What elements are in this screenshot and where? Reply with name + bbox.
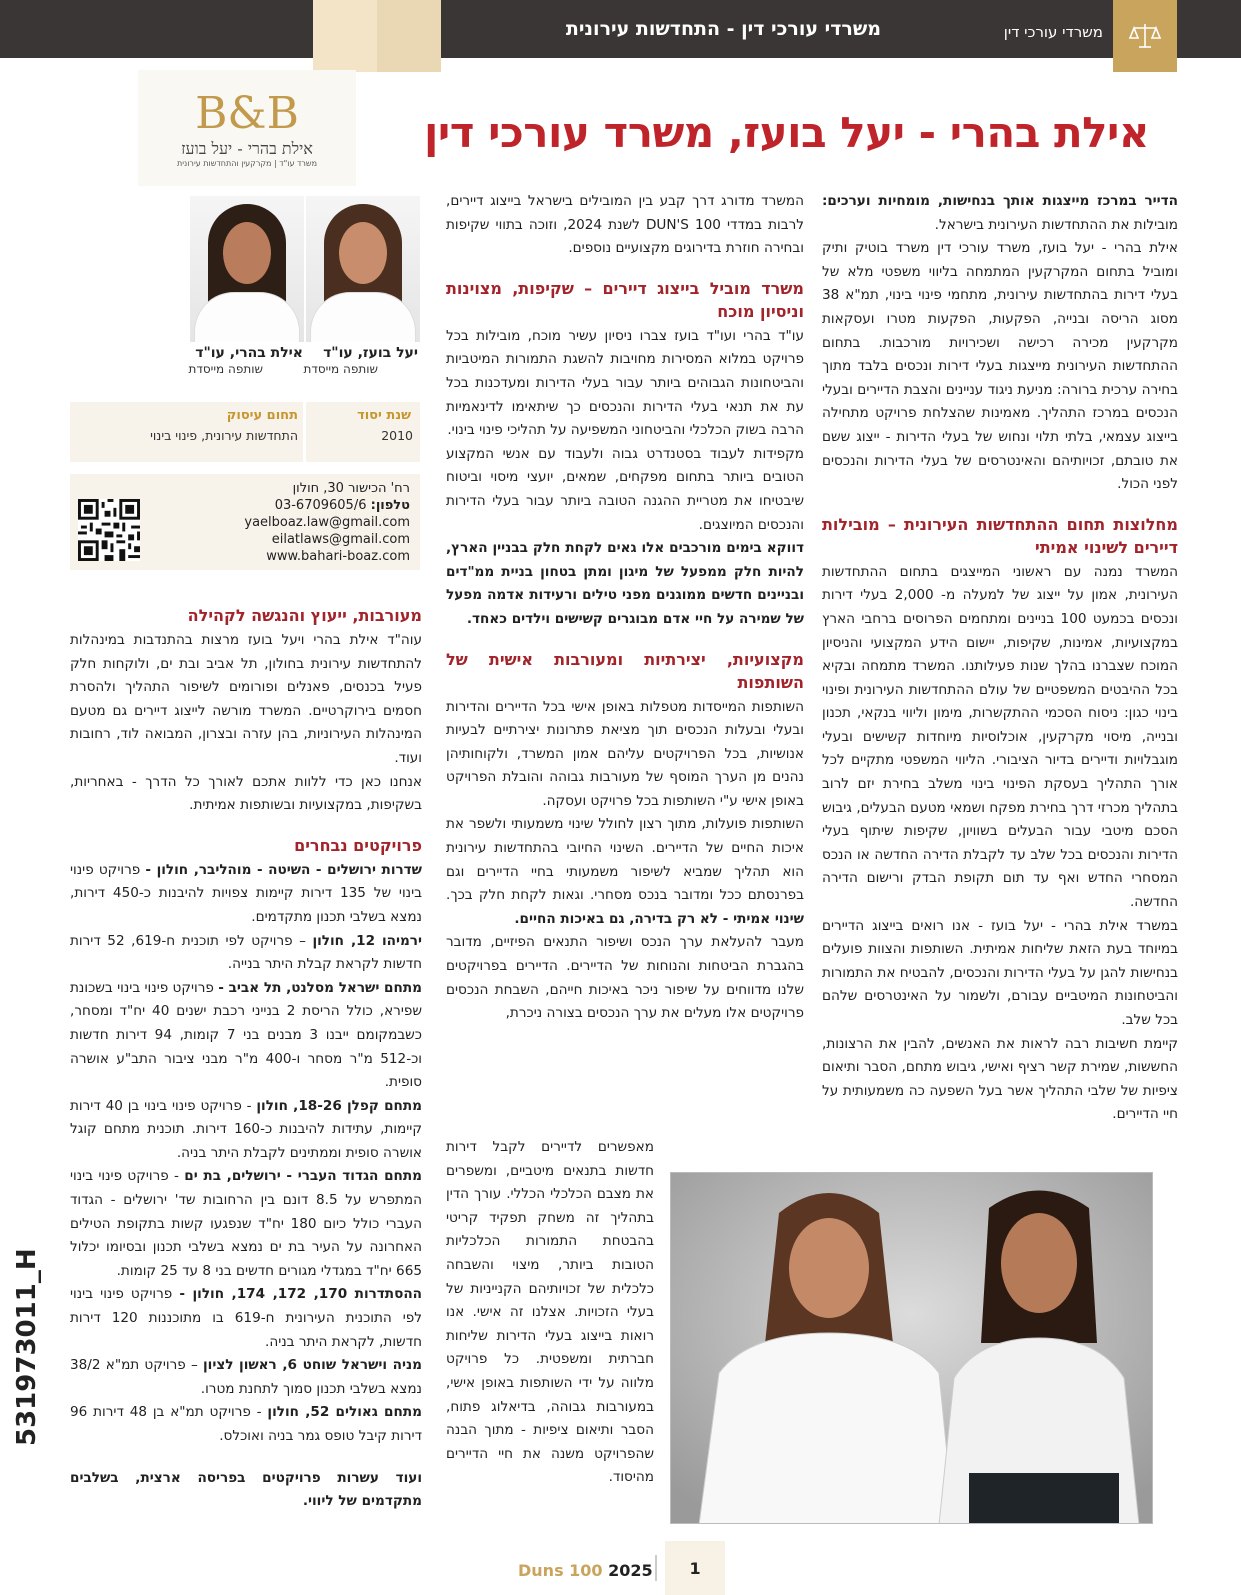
project-name: מתחם הגדוד העברי - ירושלים, בת ים (184, 1168, 422, 1185)
paragraph: עוה"ד אילת בהרי ויעל בועז מרצות בהתנדבות במינהלות להתחדשות עירונית בחולון, תל אביב ובת ים, ולוקחות חלק פעיל בכנסים, פאנלים ופורומים לשיפור התהליך ולהסרת חסמים בירוקרטיים. המשרד מורשה לייצוג דיירים גם מטעם המינהלות העירוניות, בהן עזרה ובצרון, המבואה לוד, רחובות ועוד. (70, 632, 422, 766)
project-item (70, 1283, 422, 1354)
article-column-middle-continued (446, 1136, 654, 1490)
partners-photo (670, 1172, 1153, 1524)
contact-email-2[interactable]: eilatlaws@gmail.com (271, 532, 410, 547)
scales-icon (1113, 0, 1177, 72)
project-name: מתחם גאולים 52, חולון (267, 1404, 422, 1421)
footer-brand-duns: Duns 100 (518, 1561, 603, 1580)
paragraph: מעבר להעלאת ערך הנכס ושיפור התנאים הפיזיים, מדובר בהגברת הביטחות והנוחות של הדיירים. הדיירים בפרויקטים שלנו מדווחים על שיפור ניכר באיכות חייהם, השבחת הנכסים פרויקטים אלו מעלים את ערך הנכסים בצורה ניכרת, (446, 934, 804, 1022)
contact-address: רח' הכישור 30, חולון (292, 481, 410, 496)
portrait-yael-boaz (306, 196, 420, 342)
paragraph: השותפות המייסדות מטפלות באופן אישי בכל הדיירים והדירות ובעלי ובעלות הנכסים תוך מציאת פתרונות יצירתיים לבעיות אנושיות, בכל הפרויקטים עליהם אמון המשרד, ולקוחותיהן נהנים מן הערך המוסף של מעורבות גבוהה והובלת הפרויקט באופן אישי ע"י השותפות בכל פרויקט ועסקה. (446, 698, 804, 809)
side-document-id: 531973011_H (12, 1248, 42, 1446)
field-value: התחדשות עירונית, פינוי בינוי (150, 428, 298, 443)
paragraph: מאפשרים לדיירים לקבל דירות חדשות בתנאים מיטביים, ומשפרים את מצבם הכלכלי הכללי. עורך הדין בתהליך זה משחק תפקיד קריטי בהבטחת התמורות הכלכליות הטובות ביותר, מיצוי והשבחה כלכלית של זכויותיהם הקנייניות של בעלי הזכויות. אצלנו זה אישי. אנו רואות בייצוג בעלי הדירות שליחות חברתית ומשפטית. כל פרויקט מלווה על ידי השותפות באופן אישי, במעורבות גבוהה, בדיאלוג פתוח, הסבר ותיאום ציפיות - מתוך הבנה שהפרויקט משנה את חיי הדיירים מהיסוד. (446, 1139, 654, 1486)
project-item (70, 977, 422, 1095)
footer-brand-year: 2025 (608, 1561, 653, 1580)
paragraph: קיימת חשיבות רבה לראות את האנשים, להבין את הרצונות, החששות, שמירת קשר רציף ואישי, גיבוש מתחם, הסבר ותיאום ציפיות של שלבי התהליך אשר בעל השפעה כה משמעותית על חיי הדיירים. (822, 1035, 1178, 1123)
project-description: – פרויקט לפי תוכנית ח-619, 52 דירות חדשות לקראת קבלת היתר בנייה. (70, 932, 422, 973)
section-heading: מחלוצות תחום ההתחדשות העירונית – מובילות דיירים לשינוי אמיתי (822, 514, 1178, 557)
project-item (70, 1095, 422, 1166)
project-name: ההסתדרות 170, 172, 174, חולון - (179, 1286, 422, 1303)
person-name: יעל בועז, עו"ד (323, 345, 418, 361)
contact-block (244, 480, 410, 565)
highlight-paragraph: דווקא בימים מורכבים אלו גאים לקחת חלק בבניין הארץ, להיות חלק ממפעל של מיגון ומתן בטחון בניית ממ"דים ובניינים חדשים ממוגנים מפני טילים ורעידות אדמה מפעל של שמירה על חיי אדם מבוגרים קשישים וילדים כאחד. (446, 540, 804, 627)
person-role: שותפה מייסדת (188, 362, 263, 376)
paragraph: השותפות פועלות, מתוך רצון לחולל שינוי משמעותי ולשפר את איכות החיים של הדיירים. השינוי החיובי בהתחדשות עירונית הוא תהליך שמביא לשיפור משמעותי בחיי הדיירים וגם בפרנסתם ככל ומדובר בנכס מסחרי. וגאות לקחת חלק בכך. (446, 816, 804, 904)
project-name: ירמיהו 12, חולון (312, 932, 422, 949)
paragraph: עו"ד בהרי ועו"ד בועז צברו ניסיון עשיר מוכח, מובילות בכל פרויקט במלוא המסירות מחויבות להשגת התמורות המיטביות והביטחונות הגבוהים ביותר עבור בעלי הדירות ומעדכנות בכל עת את תנאי בעלי הדירות והנכסים כך שיתאימו לדינאמיות הרבה בשוק הכלכלי והביטחוני המשפיעה על תהליכי פינוי בינוי. (446, 327, 804, 439)
project-description: - פרויקט פינוי בינוי בן 40 דירות קיימות, עתידות להיבנות כ-160 דירות. תוכנית מתחם קוגל אושרה סופית וממתינים לקבלת היתר בניה. (70, 1097, 422, 1161)
project-name: מניה וישראל שוחט 6, ראשון לציון (202, 1357, 422, 1374)
project-description: - פרויקט פינוי בינוי המתפרש על 8.5 דונם בין הרחובות שד' ירושלים - הגדוד העברי כולל כיום 180 יח"ד שנפגעו קשות בתקופת הטילים האחרונה על העיר בת ים נמצא בשלבי תכנון ובסיומו יכלול 665 יח"ד במגדלי מגורים חדשים בני 8 עד 25 קומות. (70, 1168, 422, 1279)
section-heading: מקצועיות, יצירתיות ומעורבות אישית של השותפות (446, 649, 804, 692)
paragraph: מקפידות לעבוד בסטנדרט גבוה ולעבוד עם אנשי המקצוע הטובים ביותר בתחום מפקחים, שמאים, יועצי מיסוי וביטוח שיבטיחו את מטריית ההגנה הטובה ביותר עבור בעלי הדירות והנכסים המיוצגים. (446, 445, 804, 533)
header-title: משרדי עורכי דין - התחדשות עירונית (565, 18, 881, 40)
contact-email-1[interactable]: yaelboaz.law@gmail.com (244, 515, 410, 530)
founded-value: 2010 (381, 428, 413, 443)
phone-label: טלפון: (370, 498, 410, 513)
contact-website[interactable]: www.bahari-boaz.com (266, 549, 410, 564)
footer-brand (518, 1561, 653, 1580)
paragraph: המשרד נמנה עם ראשוני המייצגים בתחום ההתחדשות העירונית, אמון על ייצוג של למעלה מ- 2,000 בעלי דירות ונכסים בכמעט 100 בניינים ומתחמים הפרוסים ברחבי הארץ במקצועיות, אמינות, שקיפות, יישום הידע המקצועי והניסיון המוכח שצברנו בהלך שנות פעילותנו. המשרד מתמחה ובקיא בכל ההיבטים המשפטיים של עולם ההתחדשות העירונית ופינוי בינוי כגון: ניסוח הסכמי ההתקשרות, מימון וליווי בנקאי, תכנון ובנייה, מיסוי מקרקעין, אוכלוסיות מיוחדות קשישים ובעלי מוגבלויות ודיירים בדיור הציבורי. הליווי המשפטי מתקיים לכל אורך התהליך בעסקת הפינוי בינוי משלב בחירת יזם לרוב בתהליך מכרזי דרך בחירת מפקח ושמאי מטעם הבעלים, גיבוש הסכם מיטבי עבור הבעלים בשוויון, שקיפות שיתוף בעלי הדירות והנכסים בכל שלב עד לקבלת הדירה החדשה או הנכס המסחרי החדש ואף עד תום תקופת הבדק ורישום הדירה החדשה. (822, 563, 1178, 911)
header-section-label: משרדי עורכי דין (1003, 23, 1103, 41)
highlight-text: שינוי אמיתי - לא רק בדירה, גם באיכות החיים. (514, 910, 804, 927)
project-description: – פרויקט תמ"א 38/2 נמצא בשלבי תכנון סמוך לתחנת מטרו. (70, 1357, 422, 1397)
firm-logo (138, 70, 356, 186)
intro-text: מובילות את ההתחדשות העירונית בישראל. (934, 216, 1178, 233)
project-item (70, 1354, 422, 1401)
article-column-left (70, 604, 422, 1514)
article-column-middle (446, 190, 804, 1026)
paragraph: המשרד מדורג דרך קבע בין המובילים בישראל בייצוג דיירים, לרבות במדדי DUN'S 100 לשנת 2024, וזוכה בתווי שקיפות ובחירה חוזרת בדירוגים מקצועיים נוספים. (446, 193, 804, 257)
project-description: פרויקט פינוי בינוי של 135 דירות קיימות צפויות להיבנות כ-450 דירות, נמצא בשלבי תכנון מתקדמים. (70, 861, 423, 925)
section-heading: מעורבות, ייעוץ והנגשה לקהילה (187, 606, 422, 625)
article-column-right (822, 190, 1178, 1127)
info-divider (303, 402, 306, 462)
project-name: מתחם ישראל מסלנט, תל אביב - (218, 979, 422, 996)
project-name: שדרות ירושלים - השיטה - מוהליבר, חולון - (145, 861, 422, 878)
project-item (70, 1401, 422, 1448)
page-title: אילת בהרי - יעל בועז, משרד עורכי דין (424, 108, 1149, 157)
header-accent-block (377, 0, 441, 72)
paragraph: אנחנו כאן כדי ללוות אתכם לאורך כל הדרך - באחריות, בשקיפות, במקצועיות ובשותפות אמיתית. (70, 773, 422, 814)
intro-bold: הדייר במרכז מייצגות אותך בנחישות, מומחיות וערכים: (822, 193, 1178, 209)
founded-label: שנת יסוד (357, 408, 411, 423)
project-name: מתחם קפלן 18-26, חולון (256, 1097, 422, 1114)
project-description: פרויקט פינוי בינוי לפי התוכנית העירונית ח-619 בו מתוכננות 120 דירות חדשות, לקראת היתר בניה. (70, 1286, 423, 1350)
page-number: 1 (665, 1541, 725, 1595)
project-item (70, 930, 422, 977)
contact-phone: 03-6709605/6 (274, 498, 367, 513)
logo-subtitle: משרד עו"ד | מקרקעין והתחדשות עירונית (177, 158, 318, 168)
paragraph: במשרד אילת בהרי - יעל בועז - אנו רואים בייצוג הדיירים במיוחד בעת הזאת שליחות אמיתית. השותפות והצוות פועלים בנחישות להגן על בעלי הדירות והנכסים, להבטיח את התמורות והביטחונות המיטביים עבורם, ולשמור על האינטרסים שלהם בכל שלב. (822, 917, 1178, 1028)
qr-code-icon (78, 499, 140, 561)
section-heading: פרויקטים נבחרים (294, 835, 422, 855)
person-role: שותפה מייסדת (303, 362, 378, 376)
person-name: אילת בהרי, עו"ד (195, 345, 303, 361)
section-heading: משרד מוביל בייצוג דיירים – שקיפות, מצוינות וניסיון מוכח (446, 278, 804, 321)
field-label: תחום עיסוק (226, 408, 298, 423)
header-accent-block (313, 0, 377, 72)
logo-name: אילת בהרי - יעל בועז (181, 138, 313, 158)
project-description: - פרויקט תמ"א בן 48 דירות 96 דירות קיבל טופס גמר בניה ואוכלס. (70, 1404, 422, 1444)
top-header-bar (0, 0, 1241, 58)
project-item (70, 859, 422, 930)
paragraph: אילת בהרי - יעל בועז, משרד עורכי דין משרד בוטיק ותיק ומוביל בתחום המקרקעין המתמחה בליווי משפטי מלא של בעלי דירות בהתחדשות עירונית, מתחמי פינוי בינוי, תמ"א 38 מסוג הריסה ובנייה, הפקעות, הפקעות מטרו ועסקאות מקרקעין מכירה רכישה ושכירויות מורכבות. בתחום ההתחדשות העירונית מייצגות בעלי דירות ונכסים בלבד מתוך בחירה ערכית ברורה: מניעת ניגוד עניינים והצבת הדיירים ובעלי הנכסים במרכז התהליך. מאמינות שהצלחת פרויקט מתחילה בייצוג עצמאי, בלתי תלוי ונחוש של בעלי הדירות - ייצוג ששם את טובתם, זכויותיהם והאינטרסים של בעלי הדירות והנכסים לפני הכול. (822, 240, 1178, 493)
footer-divider (655, 1555, 657, 1581)
page-footer (0, 1541, 1241, 1595)
project-description: פרויקט פינוי בינוי בשכונת שפירא, כולל הריסת 2 בנייני רכבת ישנים 40 יח"ד ומסחר, כשבמקומם ייבנו 3 מבנים בני 7 קומות, 94 דירות חדשות וכ-512 מ"ר מסחר ו-400 מ"ר מבני ציבור התב"ע אושרה סופית. (70, 979, 422, 1091)
logo-mark: B&B (195, 87, 299, 139)
project-item (70, 1165, 422, 1283)
portrait-eilat-bahari (190, 196, 304, 342)
closing-note: ועוד עשרות פרויקטים בפריסה ארצית, בשלבים מתקדמים של ליווי. (70, 1469, 422, 1510)
